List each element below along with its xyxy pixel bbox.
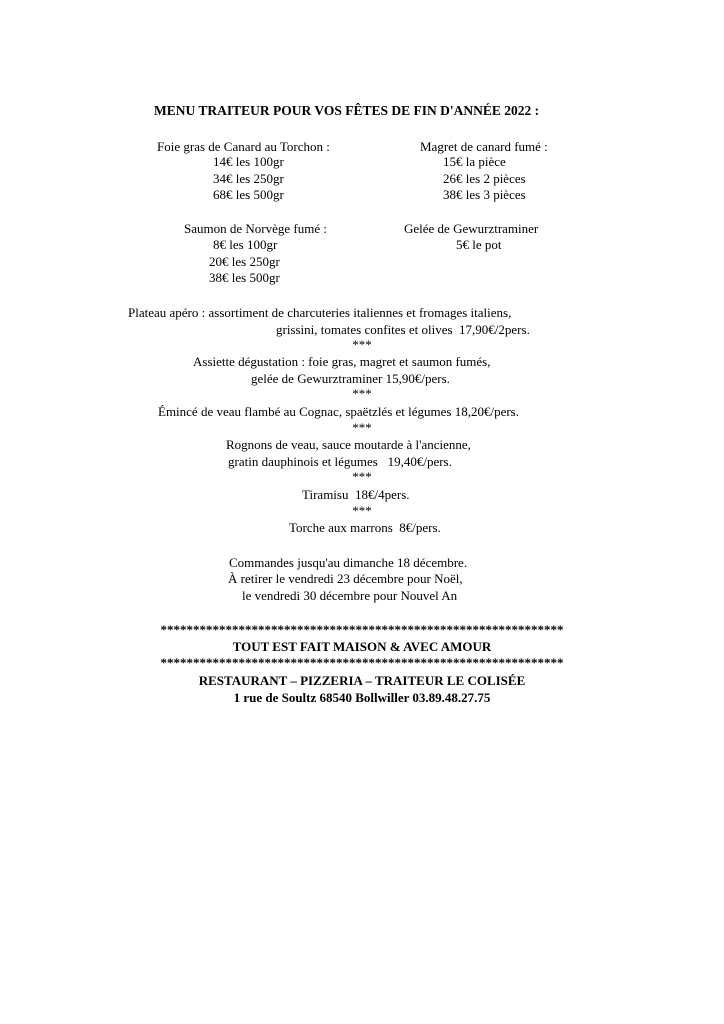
magret-heading: Magret de canard fumé : bbox=[420, 139, 548, 154]
magret-price: 15€ la pièce bbox=[443, 154, 506, 169]
torche-aux-marrons: Torche aux marrons 8€/pers. bbox=[289, 520, 441, 535]
emince-de-veau: Émincé de veau flambé au Cognac, spaëtzlés et légumes 18,20€/pers. bbox=[158, 404, 519, 419]
saumon-price: 8€ les 100gr bbox=[213, 237, 278, 252]
separator: *** bbox=[352, 420, 372, 435]
tiramisu: Tiramisu 18€/4pers. bbox=[302, 487, 410, 502]
gelee-price: 5€ le pot bbox=[456, 237, 502, 252]
plateau-apero-line2: grissini, tomates confites et olives 17,90€/2pers. bbox=[276, 322, 530, 337]
rognons-line1: Rognons de veau, sauce moutarde à l'ancienne, bbox=[226, 437, 471, 452]
gelee-heading: Gelée de Gewurztraminer bbox=[404, 221, 539, 236]
assiette-degustation-line2: gelée de Gewurztraminer 15,90€/pers. bbox=[251, 371, 450, 386]
orders-deadline: Commandes jusqu'au dimanche 18 décembre. bbox=[229, 555, 468, 570]
saumon-price: 20€ les 250gr bbox=[209, 254, 280, 269]
magret-price: 38€ les 3 pièces bbox=[443, 187, 526, 202]
separator: *** bbox=[352, 469, 372, 484]
saumon-price: 38€ les 500gr bbox=[209, 270, 280, 285]
stars-divider: ************************************************************** bbox=[160, 655, 564, 670]
separator: *** bbox=[352, 503, 372, 518]
orders-pickup-noel: À retirer le vendredi 23 décembre pour Noël, bbox=[228, 571, 463, 586]
separator: *** bbox=[352, 337, 372, 352]
foie-gras-price: 34€ les 250gr bbox=[213, 171, 284, 186]
restaurant-name: RESTAURANT – PIZZERIA – TRAITEUR LE COLISÉE bbox=[198, 673, 526, 688]
foie-gras-heading: Foie gras de Canard au Torchon : bbox=[157, 139, 330, 154]
rognons-line2: gratin dauphinois et légumes 19,40€/pers. bbox=[228, 454, 452, 469]
plateau-apero-line1: Plateau apéro : assortiment de charcuteries italiennes et fromages italiens, bbox=[128, 305, 512, 320]
magret-price: 26€ les 2 pièces bbox=[443, 171, 526, 186]
stars-divider: ************************************************************** bbox=[160, 622, 564, 637]
saumon-heading: Saumon de Norvège fumé : bbox=[184, 221, 327, 236]
foie-gras-price: 68€ les 500gr bbox=[213, 187, 284, 202]
slogan: TOUT EST FAIT MAISON & AVEC AMOUR bbox=[232, 639, 492, 654]
assiette-degustation-line1: Assiette dégustation : foie gras, magret et saumon fumés, bbox=[193, 354, 491, 369]
separator: *** bbox=[352, 386, 372, 401]
orders-pickup-nouvel-an: le vendredi 30 décembre pour Nouvel An bbox=[242, 588, 458, 603]
foie-gras-price: 14€ les 100gr bbox=[213, 154, 284, 169]
restaurant-address: 1 rue de Soultz 68540 Bollwiller 03.89.48.27.75 bbox=[233, 690, 491, 705]
menu-title: MENU TRAITEUR POUR VOS FÊTES DE FIN D'ANNÉE 2022 : bbox=[154, 103, 540, 118]
